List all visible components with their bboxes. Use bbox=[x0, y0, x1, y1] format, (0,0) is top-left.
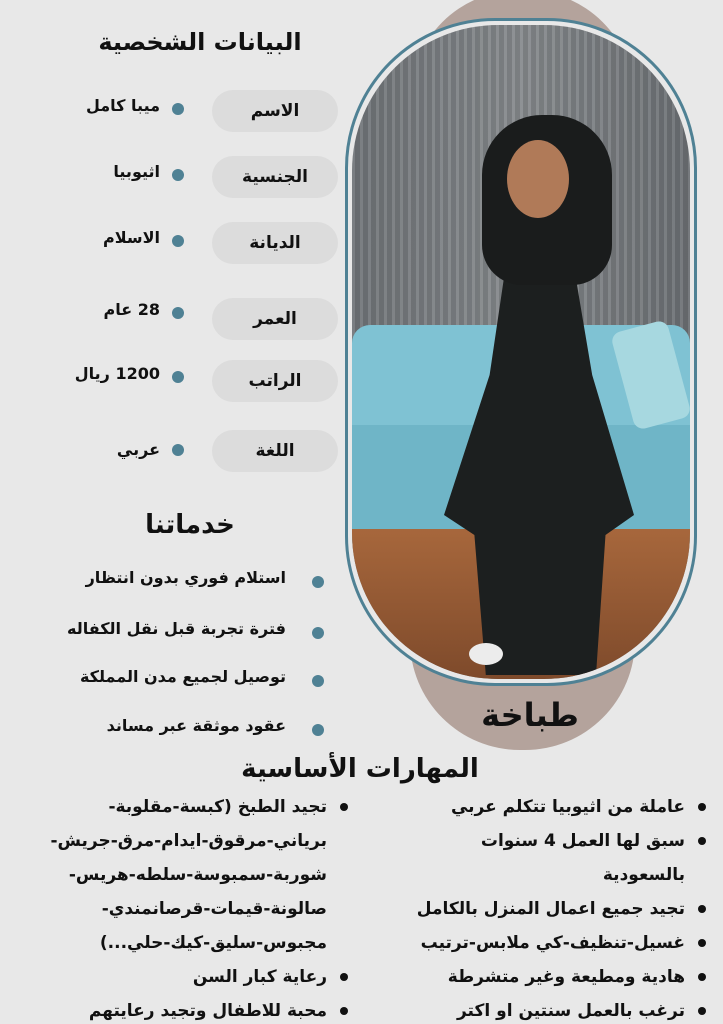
service-item bbox=[40, 714, 330, 744]
field-row-age bbox=[60, 298, 340, 342]
service-text: استلام فوري بدون انتظار bbox=[85, 568, 286, 587]
skill-item: تجيد جميع اعمال المنزل بالكامل bbox=[371, 892, 711, 926]
skill-item: عاملة من اثيوبيا تتكلم عربي bbox=[371, 790, 711, 824]
skills-left-column bbox=[3, 790, 353, 1024]
service-text: عقود موثقة عبر مساند bbox=[106, 716, 286, 735]
field-value: ميبا كامل bbox=[85, 96, 160, 115]
field-value: عربي bbox=[116, 440, 160, 459]
skill-item: هادية ومطيعة وغير متشرطة bbox=[371, 960, 711, 994]
skill-item-continuation: صالونة-قيمات-قرصانمندي- bbox=[101, 899, 327, 919]
field-value: 28 عام bbox=[103, 300, 160, 319]
field-row-language bbox=[60, 430, 340, 474]
field-label: الديانة bbox=[212, 222, 338, 264]
bullet-dot bbox=[172, 103, 184, 115]
field-row-religion bbox=[60, 222, 340, 266]
skills-right-column bbox=[371, 790, 711, 1024]
shoe bbox=[469, 643, 503, 665]
personal-data-title: البيانات الشخصية bbox=[98, 28, 302, 56]
face bbox=[507, 140, 569, 218]
bullet-dot bbox=[172, 169, 184, 181]
worker-photo bbox=[352, 25, 690, 679]
field-value: الاسلام bbox=[102, 228, 160, 247]
field-label: اللغة bbox=[212, 430, 338, 472]
skills-title: المهارات الأساسية bbox=[241, 754, 479, 784]
skill-item: سبق لها العمل 4 سنوات bbox=[371, 824, 711, 858]
service-text: فترة تجربة قبل نقل الكفاله bbox=[66, 619, 286, 638]
skill-item-continuation: مجبوس-سليق-كيك-حلي...) bbox=[99, 933, 327, 953]
field-value: 1200 ريال bbox=[74, 364, 160, 383]
worker-photo-frame bbox=[345, 18, 697, 686]
skill-item: رعاية كبار السن bbox=[3, 960, 353, 994]
bullet-dot bbox=[172, 307, 184, 319]
field-label: الاسم bbox=[212, 90, 338, 132]
skill-item: ترغب بالعمل سنتين او اكتر bbox=[371, 994, 711, 1024]
bullet-dot bbox=[312, 675, 324, 687]
field-label: الراتب bbox=[212, 360, 338, 402]
service-item bbox=[40, 566, 330, 596]
bullet-dot bbox=[312, 627, 324, 639]
skill-item-continuation: برياني-مرقوق-ايدام-مرق-جريش- bbox=[50, 831, 327, 851]
service-item bbox=[40, 617, 330, 647]
services-title: خدماتنا bbox=[145, 510, 235, 540]
bullet-dot bbox=[312, 576, 324, 588]
field-label: العمر bbox=[212, 298, 338, 340]
field-row-salary bbox=[60, 360, 340, 404]
field-row-nationality bbox=[60, 156, 340, 200]
skill-item: غسيل-تنظيف-كي ملابس-ترتيب bbox=[371, 926, 711, 960]
skill-item: تجيد الطبخ (كبسة-مقلوبة- bbox=[3, 790, 353, 824]
field-label: الجنسية bbox=[212, 156, 338, 198]
skill-item-continuation: شوربة-سمبوسة-سلطه-هريس- bbox=[68, 865, 327, 885]
skill-item: محبة للاطفال وتجيد رعايتهم bbox=[3, 994, 353, 1024]
field-value: اثيوبيا bbox=[113, 162, 160, 181]
bullet-dot bbox=[312, 724, 324, 736]
skill-item-continuation: بالسعودية bbox=[602, 865, 685, 885]
bullet-dot bbox=[172, 371, 184, 383]
bullet-dot bbox=[172, 444, 184, 456]
service-text: توصيل لجميع مدن المملكة bbox=[79, 667, 286, 686]
field-row-name bbox=[60, 90, 340, 134]
service-item bbox=[40, 665, 330, 695]
job-title: طباخة bbox=[481, 696, 579, 734]
bullet-dot bbox=[172, 235, 184, 247]
